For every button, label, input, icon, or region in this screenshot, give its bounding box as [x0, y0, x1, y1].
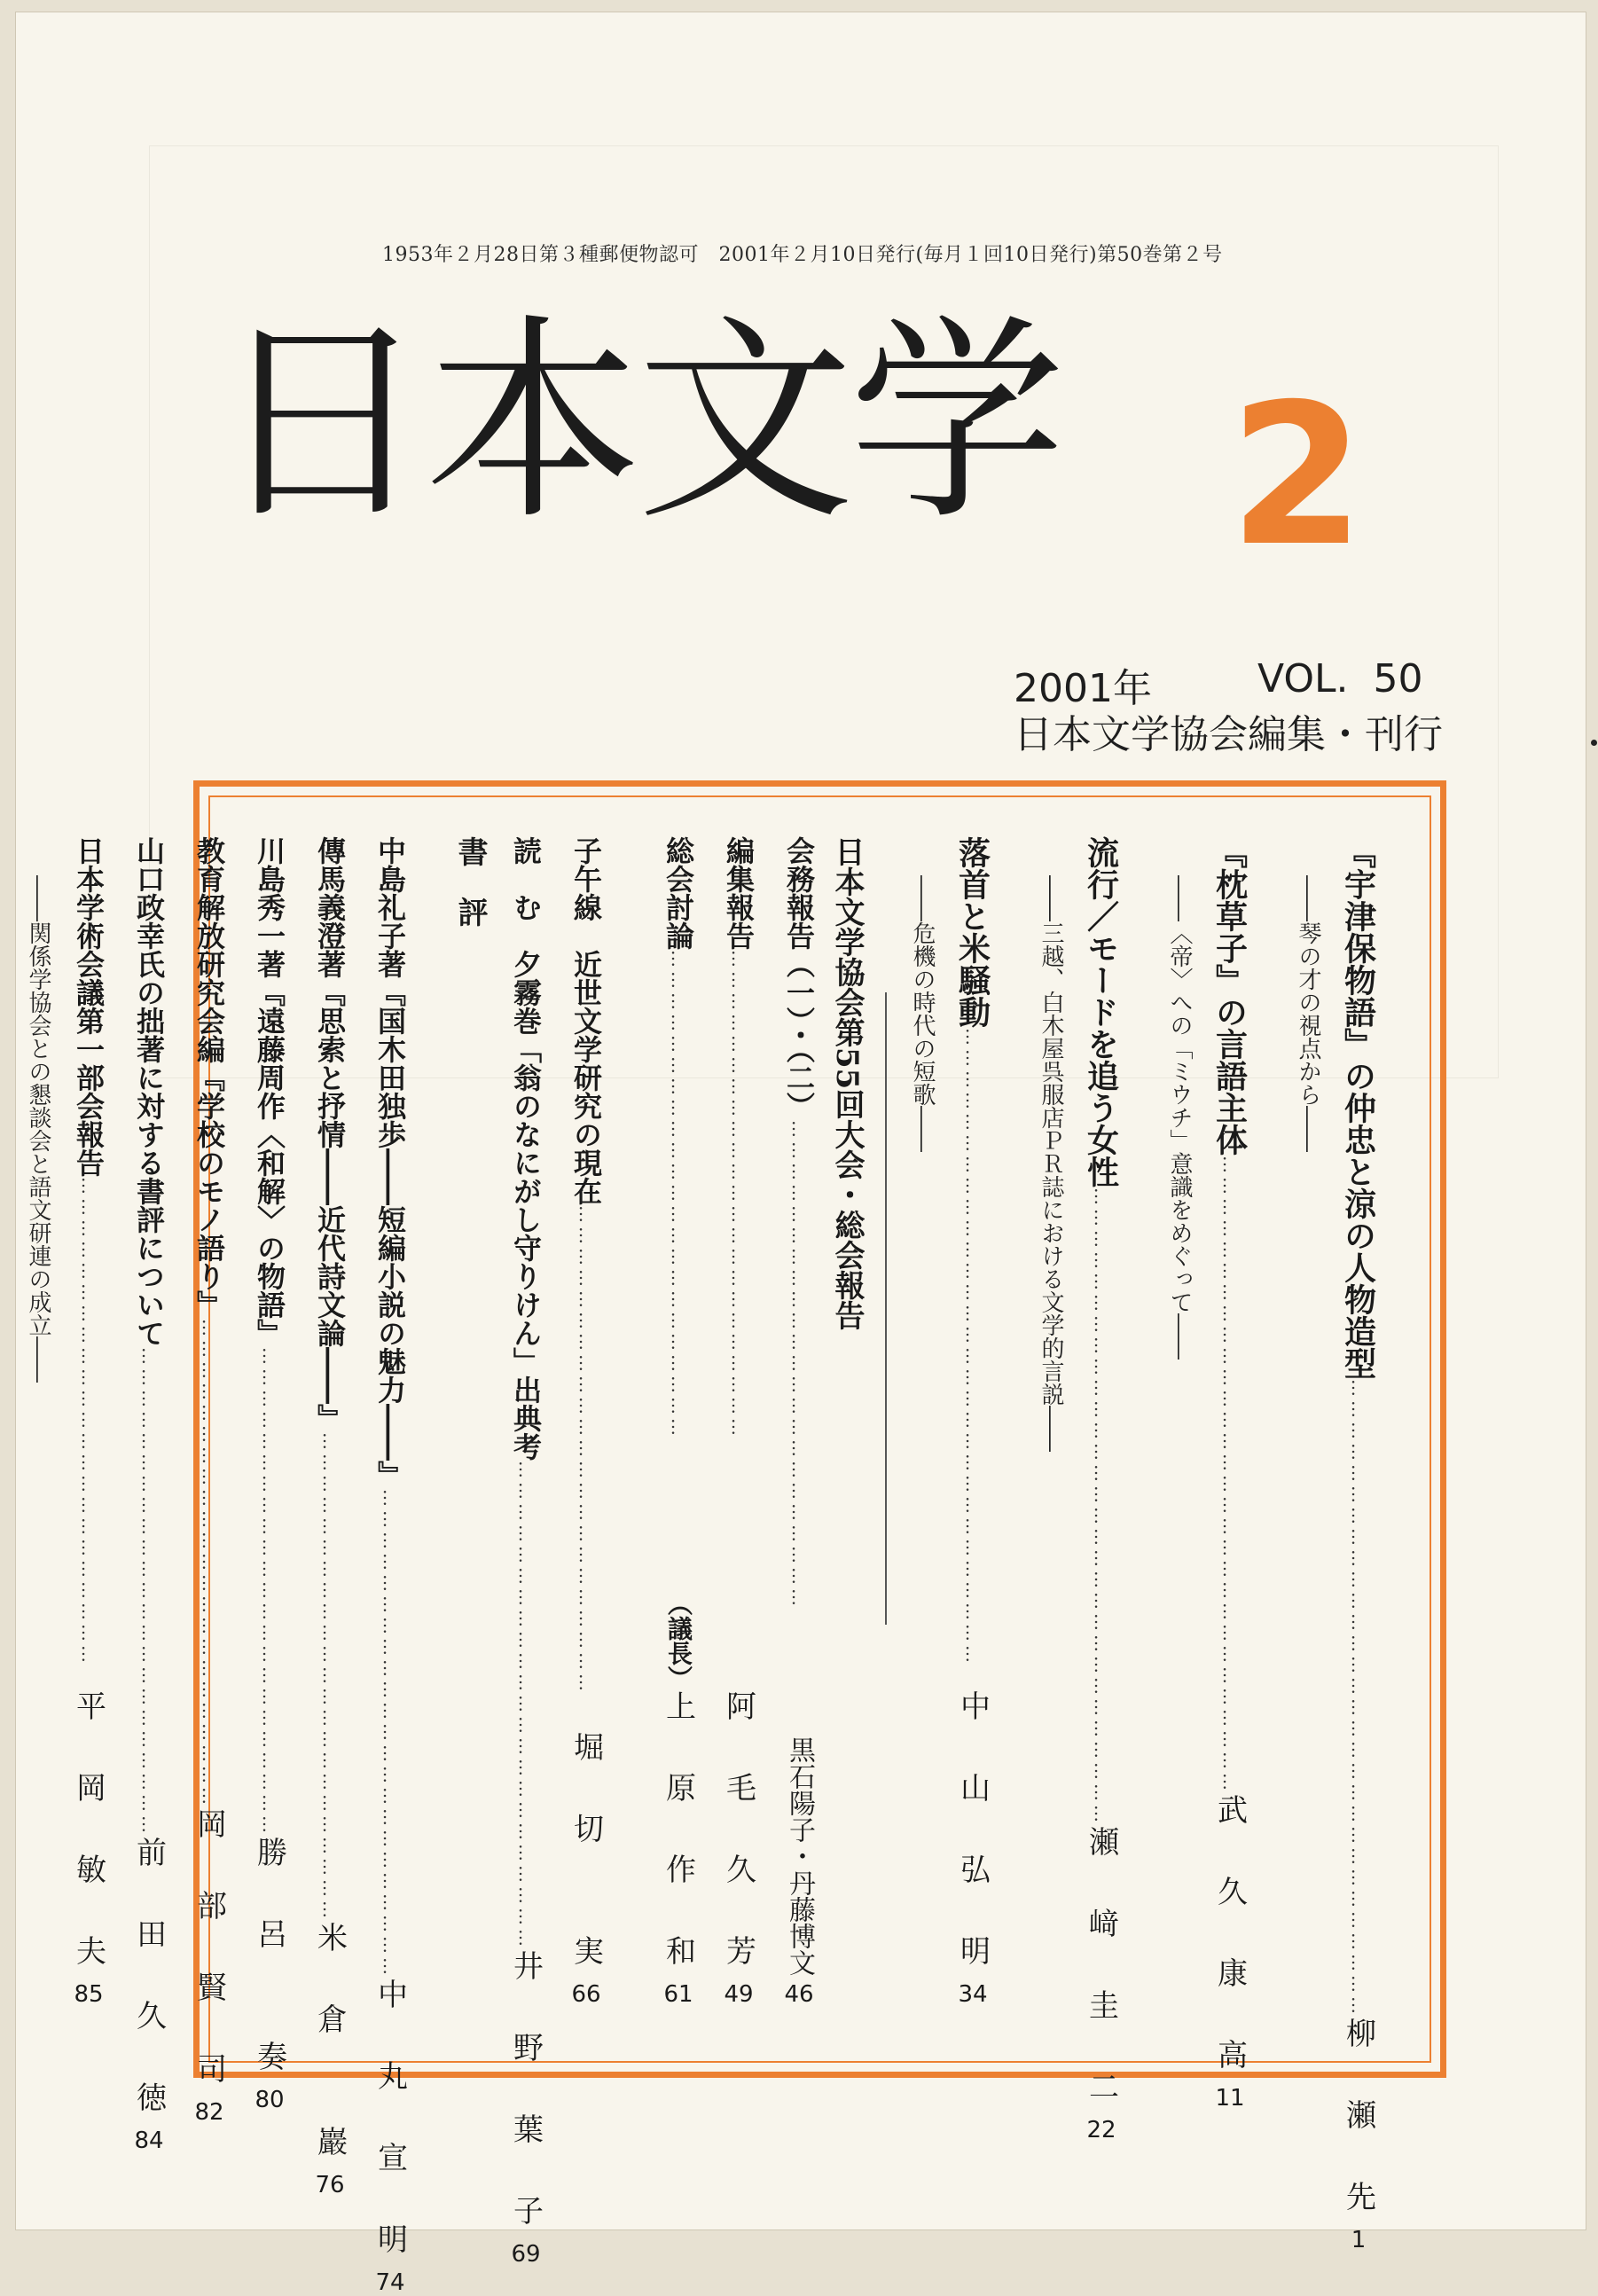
entry-title: 『宇津保物語』の仲忠と涼の人物造型	[1339, 836, 1377, 1379]
toc-entry-report[interactable]	[652, 836, 705, 2008]
toc-entry-review[interactable]	[364, 836, 417, 2296]
toc-entry-review[interactable]	[183, 836, 236, 2126]
entry-author: 武 久 康 高	[1211, 1794, 1248, 2080]
entry-page: 76	[315, 2172, 345, 2198]
entry-author: 黒石陽子・丹藤博文	[784, 1736, 815, 1976]
leader-dots: ……………………………………………………………	[319, 1432, 341, 1922]
toc-entry-report[interactable]	[712, 836, 765, 2008]
entry-author: 岡 部 賢 司	[191, 1808, 227, 2094]
leader-dots: ………………………………………………………………………………	[1091, 1187, 1112, 1826]
entry-page: 85	[74, 1981, 104, 2008]
entry-subtitle: ――関係学協会との懇談会と語文研連の成立――	[25, 875, 51, 1383]
entry-page: 1	[1351, 2227, 1367, 2253]
entry-title: 編集報告	[722, 836, 756, 950]
leader-dots: ……………………………………………………………	[259, 1347, 280, 1837]
entry-author: 堀 切 実	[568, 1731, 604, 1976]
toc-entry-report[interactable]	[772, 836, 826, 2008]
leader-dots: ………………………………………………………………………………	[962, 1028, 983, 1666]
spacer	[613, 836, 645, 2008]
entry-page: 22	[1086, 2117, 1116, 2143]
toc-entry-review[interactable]	[243, 836, 296, 2113]
issue-registration-line: 1953年２月28日第３種郵便物認可 2001年２月10日発行(毎月１回10日発行)第50巻第２号	[382, 244, 1223, 266]
toc-entry-article[interactable]	[1075, 836, 1128, 2143]
entry-author: 中 丸 宣 明	[372, 1979, 408, 2264]
printer-mark	[1591, 740, 1597, 746]
leader-dots: ………………………………………………………………………………	[1219, 1156, 1241, 1794]
leader-dots: ……………………………………………………………	[668, 950, 689, 1439]
volume-label	[1257, 656, 1422, 701]
spacer	[417, 836, 449, 2008]
toc-entry-column[interactable]	[499, 836, 552, 2268]
entry-author: 瀬 﨑 圭 二	[1083, 1826, 1119, 2112]
entry-author: 中 山 弘 明	[954, 1690, 991, 1976]
entry-page: 66	[571, 1981, 601, 2008]
leader-dots: ……………………………………………………………	[728, 950, 749, 1439]
toc-entry-article[interactable]	[1203, 836, 1257, 2112]
entry-author: 柳 瀬 先	[1340, 2018, 1376, 2222]
entry-page: 69	[511, 2241, 541, 2268]
entry-title: 傳馬義澄著『思索と抒情――近代詩文論――』	[313, 836, 347, 1432]
entry-title: 日本学術会議第一部会報告	[72, 836, 106, 1177]
leader-dots: ……………………………………………………………	[515, 1461, 537, 1950]
entry-title: 中島礼子著『国木田独歩――短編小説の魅力――』	[373, 836, 407, 1489]
spacer	[1257, 836, 1289, 2008]
entry-author: 井 野 葉 子	[507, 1950, 544, 2236]
entry-subtitle: ――〈帝〉への「ミウチ」意識をめぐって――	[1166, 875, 1193, 1360]
entry-page: 11	[1215, 2085, 1245, 2112]
chair-label: （議長）	[664, 1591, 693, 1690]
entry-title: 落首と米騒動	[953, 836, 991, 1028]
entry-title: 読 む 夕霧巻「翁のなにがし守りけん」出典考	[509, 836, 543, 1461]
entry-author: 阿 毛 久 芳	[720, 1690, 756, 1976]
entry-title: 川島秀一著『遠藤周作〈和解〉の物語』	[253, 836, 286, 1347]
entry-author: 米 倉 巖	[311, 1922, 348, 2167]
entry-subtitle: ――三越、白木屋呉服店ＰＲ誌における文学的言説――	[1038, 875, 1064, 1452]
entry-page: 82	[194, 2099, 224, 2126]
issue-year: 2001年	[1014, 666, 1152, 711]
publisher-line: 日本文学協会編集・刊行	[1014, 712, 1443, 757]
spacer	[0, 836, 19, 2008]
leader-dots: ……………………………………………………………	[78, 1177, 99, 1666]
entry-page: 61	[663, 1981, 693, 2008]
leader-dots: ……………………………………………………………	[199, 1319, 220, 1808]
table-of-contents-frame	[25, 780, 1446, 2296]
toc-entry-review[interactable]	[303, 836, 356, 2198]
leader-dots: ………………………………………………………………………………	[1348, 1379, 1369, 2018]
toc-entry-review[interactable]	[122, 836, 176, 2154]
spacer	[999, 836, 1031, 2008]
entry-page: 84	[134, 2128, 164, 2154]
entry-author: 前 田 久 徳	[130, 1837, 167, 2122]
magazine-title: 日本文学	[213, 296, 1061, 549]
section-heading-conference: 日本文学協会第55回大会・総会報告	[829, 836, 865, 1331]
volume-label-text: VOL.	[1257, 656, 1349, 701]
entry-title: 子午線 近世文学研究の現在	[569, 836, 603, 1205]
entry-page: 74	[375, 2269, 405, 2296]
magazine-cover	[16, 12, 1586, 2296]
entry-author: 上 原 作 和	[660, 1690, 696, 1976]
volume-number: 50	[1373, 656, 1423, 701]
entry-subtitle: ――琴の才の視点から――	[1295, 875, 1321, 1152]
entry-page: 46	[784, 1981, 814, 2008]
toc-entry-council[interactable]	[62, 836, 115, 2008]
entry-title: 流行／モードを追う女性	[1082, 836, 1120, 1187]
toc-entry-article[interactable]	[946, 836, 999, 2008]
section-divider	[885, 992, 887, 1625]
entry-page: 34	[958, 1981, 988, 2008]
leader-dots: ……………………………………………………………	[380, 1489, 401, 1979]
toc-entry-article[interactable]	[1332, 836, 1385, 2253]
leader-dots: ……………………………………………………………	[576, 1205, 597, 1695]
toc-entry-column[interactable]	[560, 836, 613, 2008]
entry-subtitle: ――危機の時代の短歌――	[909, 875, 936, 1152]
entry-author: 勝 呂 奏	[251, 1837, 287, 2081]
entry-page: 49	[724, 1981, 754, 2008]
entry-title: 総会討論	[662, 836, 695, 950]
entry-author: 平 岡 敏 夫	[70, 1690, 106, 1976]
table-of-contents-inner-frame	[25, 795, 1431, 2296]
entry-title: 会務報告（一）・（二）	[782, 836, 816, 1120]
section-heading-reviews: 書 評	[452, 836, 488, 927]
leader-dots: ……………………………………………………………	[788, 1120, 810, 1610]
spacer	[1128, 836, 1160, 2008]
entry-title: 山口政幸氏の拙著に対する書評について	[132, 836, 166, 1347]
table-of-contents	[25, 836, 1385, 2296]
entry-title: 『枕草子』の言語主体	[1210, 836, 1249, 1156]
leader-dots: ……………………………………………………………	[138, 1347, 160, 1837]
entry-title: 教育解放研究会編『学校のモノ語り』	[192, 836, 226, 1319]
entry-page: 80	[255, 2087, 285, 2113]
issue-number: 2	[1229, 362, 1366, 589]
